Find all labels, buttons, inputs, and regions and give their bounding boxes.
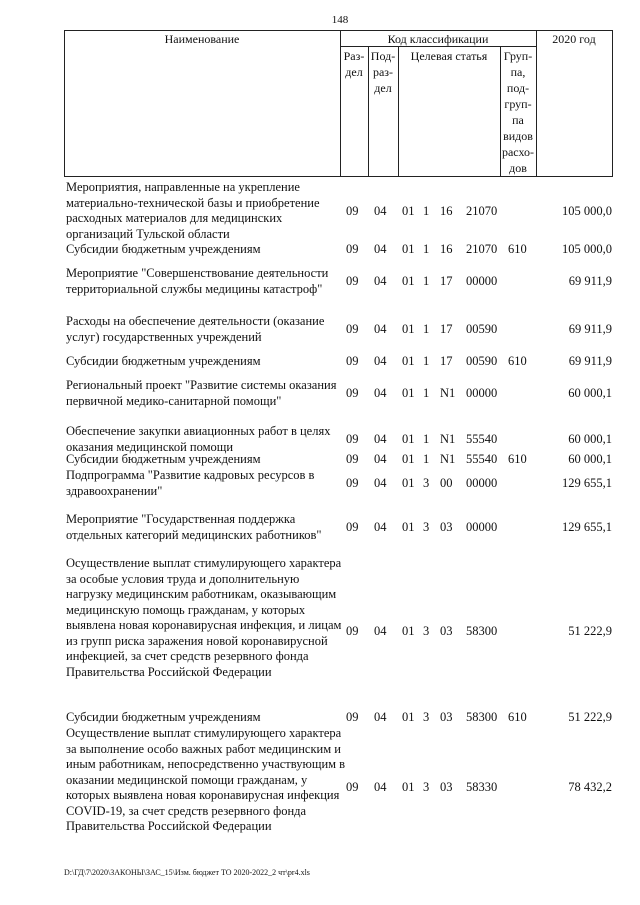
row-code-pr: 04 — [374, 710, 387, 724]
row-amount: 60 000,1 — [568, 432, 612, 446]
row-code-r: 09 — [346, 322, 359, 336]
row-code-c1: 01 — [402, 322, 415, 336]
row-code-pr: 04 — [374, 204, 387, 218]
row-code-pr: 04 — [374, 322, 387, 336]
row-amount: 105 000,0 — [562, 204, 612, 218]
row-code-c2: 3 — [423, 624, 430, 638]
row-code-r: 09 — [346, 432, 359, 446]
header-razdel: Раз- дел — [343, 49, 365, 79]
row-code-c3: 16 — [440, 242, 453, 256]
row-code-c4: 21070 — [466, 204, 498, 218]
row-name: Осуществление выплат стимулирующего характера за особые условия труда и дополнительную нагрузку медицинским работникам, оказывающим медицинскую помощь гражданам, у которых выявлена новая коронавирусная инфекция, и лицам из групп риска заражения новой коронавирусной инфекцией, за счет средств резервного фонда Правительства Российской Федерации — [66, 556, 342, 679]
row-code-c1: 01 — [402, 476, 415, 490]
row-code-c3: 03 — [440, 520, 453, 534]
row-code-pr: 04 — [374, 624, 387, 638]
row-code-c2: 3 — [423, 780, 430, 794]
row-amount: 60 000,1 — [568, 452, 612, 466]
row-amount: 129 655,1 — [562, 520, 612, 534]
row-code-c1: 01 — [402, 710, 415, 724]
row-name: Региональный проект "Развитие системы оказания первичной медико-санитарной помощи" — [66, 378, 337, 408]
row-amount: 78 432,2 — [568, 780, 612, 794]
row-code-c3: N1 — [440, 452, 456, 466]
row-code-c3: 03 — [440, 780, 453, 794]
row-amount: 60 000,1 — [568, 386, 612, 400]
row-code-c4: 00000 — [466, 476, 498, 490]
header-vid: Груп- па, под- груп- па видов расхо- дов — [501, 49, 535, 175]
row-code-c2: 1 — [423, 242, 430, 256]
row-code-pr: 04 — [374, 476, 387, 490]
col-divider — [612, 30, 613, 177]
row-code-c1: 01 — [402, 624, 415, 638]
row-code-c2: 1 — [423, 386, 430, 400]
header-target: Целевая статья — [410, 49, 488, 63]
row-amount: 51 222,9 — [568, 624, 612, 638]
row-code-vid: 610 — [508, 452, 527, 466]
row-code-c1: 01 — [402, 204, 415, 218]
row-amount: 69 911,9 — [568, 354, 612, 368]
row-amount: 69 911,9 — [568, 274, 612, 288]
row-code-c3: 03 — [440, 710, 453, 724]
row-code-c4: 00000 — [466, 386, 498, 400]
row-code-c4: 00590 — [466, 354, 498, 368]
row-name: Мероприятия, направленные на укрепление материально-технической базы и приобретение расходных материалов для медицинских организаций Тульской области — [66, 180, 320, 241]
row-code-c1: 01 — [402, 452, 415, 466]
header-code-group: Код классификации — [387, 32, 489, 46]
row-code-vid: 610 — [508, 354, 527, 368]
row-code-c1: 01 — [402, 520, 415, 534]
row-name: Субсидии бюджетным учреждениям — [66, 242, 261, 256]
header-podrazdel: Под- раз- дел — [370, 49, 396, 95]
row-code-r: 09 — [346, 354, 359, 368]
row-name: Расходы на обеспечение деятельности (оказание услуг) государственных учреждений — [66, 314, 325, 344]
row-code-c1: 01 — [402, 432, 415, 446]
row-code-c4: 58300 — [466, 624, 498, 638]
row-name: Субсидии бюджетным учреждениям — [66, 354, 261, 368]
header-bottom-rule — [64, 176, 612, 177]
row-name: Субсидии бюджетным учреждениям — [66, 710, 261, 724]
row-amount: 129 655,1 — [562, 476, 612, 490]
row-code-c1: 01 — [402, 354, 415, 368]
row-code-vid: 610 — [508, 710, 527, 724]
row-code-c2: 1 — [423, 204, 430, 218]
row-code-c2: 1 — [423, 322, 430, 336]
row-amount: 69 911,9 — [568, 322, 612, 336]
row-code-c2: 1 — [423, 452, 430, 466]
row-code-c1: 01 — [402, 274, 415, 288]
col-divider — [64, 30, 65, 177]
row-code-r: 09 — [346, 242, 359, 256]
row-code-pr: 04 — [374, 780, 387, 794]
row-code-c4: 00590 — [466, 322, 498, 336]
row-code-c4: 58330 — [466, 780, 498, 794]
row-code-c3: N1 — [440, 386, 456, 400]
col-divider — [398, 46, 399, 177]
row-name: Мероприятие "Государственная поддержка отдельных категорий медицинских работников" — [66, 512, 322, 542]
row-code-r: 09 — [346, 386, 359, 400]
row-code-pr: 04 — [374, 354, 387, 368]
row-code-pr: 04 — [374, 452, 387, 466]
row-code-r: 09 — [346, 780, 359, 794]
row-code-c2: 3 — [423, 520, 430, 534]
row-code-c4: 00000 — [466, 520, 498, 534]
row-code-c3: N1 — [440, 432, 456, 446]
row-code-c1: 01 — [402, 386, 415, 400]
footer-path: D:\ГД\7\2020\ЗАКОНЫ\ЗАС_15\Изм. бюджет ТО 2020-2022_2 чт\pr4.xls — [64, 868, 310, 877]
header-name: Наименование — [164, 32, 240, 46]
row-code-pr: 04 — [374, 432, 387, 446]
row-code-r: 09 — [346, 476, 359, 490]
row-code-c4: 55540 — [466, 432, 498, 446]
row-code-c4: 00000 — [466, 274, 498, 288]
row-code-r: 09 — [346, 204, 359, 218]
row-code-pr: 04 — [374, 386, 387, 400]
row-code-c1: 01 — [402, 242, 415, 256]
row-code-vid: 610 — [508, 242, 527, 256]
row-code-c2: 1 — [423, 354, 430, 368]
row-amount: 51 222,9 — [568, 710, 612, 724]
col-divider — [536, 30, 537, 177]
row-code-c3: 16 — [440, 204, 453, 218]
header-year: 2020 год — [552, 32, 596, 46]
row-name: Обеспечение закупки авиационных работ в целях оказания медицинской помощи — [66, 424, 331, 454]
row-code-r: 09 — [346, 274, 359, 288]
row-code-pr: 04 — [374, 520, 387, 534]
row-code-c3: 03 — [440, 624, 453, 638]
row-code-c3: 17 — [440, 274, 453, 288]
row-name: Субсидии бюджетным учреждениям — [66, 452, 261, 466]
row-name: Осуществление выплат стимулирующего характера за выполнение особо важных работ медицинским и иным работникам, непосредственно участвующим в оказании медицинской помощи гражданам, у которых выявлена новая коронавирусная инфекция COVID-19, за счет средств резервного фонда Правительства Российской Федерации — [66, 726, 346, 833]
row-code-r: 09 — [346, 520, 359, 534]
row-code-c2: 1 — [423, 432, 430, 446]
row-code-r: 09 — [346, 624, 359, 638]
row-code-c2: 1 — [423, 274, 430, 288]
page-number: 148 — [331, 14, 349, 26]
row-name: Мероприятие "Совершенствование деятельности территориальной службы медицины катастроф" — [66, 266, 329, 296]
row-code-c1: 01 — [402, 780, 415, 794]
row-code-r: 09 — [346, 452, 359, 466]
row-code-c3: 00 — [440, 476, 453, 490]
row-name: Подпрограмма "Развитие кадровых ресурсов в здравоохранении" — [66, 468, 315, 498]
row-code-c2: 3 — [423, 710, 430, 724]
row-code-c3: 17 — [440, 322, 453, 336]
row-code-r: 09 — [346, 710, 359, 724]
row-code-pr: 04 — [374, 274, 387, 288]
row-amount: 105 000,0 — [562, 242, 612, 256]
row-code-c4: 21070 — [466, 242, 498, 256]
row-code-c4: 55540 — [466, 452, 498, 466]
row-code-c3: 17 — [440, 354, 453, 368]
row-code-pr: 04 — [374, 242, 387, 256]
row-code-c4: 58300 — [466, 710, 498, 724]
row-code-c2: 3 — [423, 476, 430, 490]
